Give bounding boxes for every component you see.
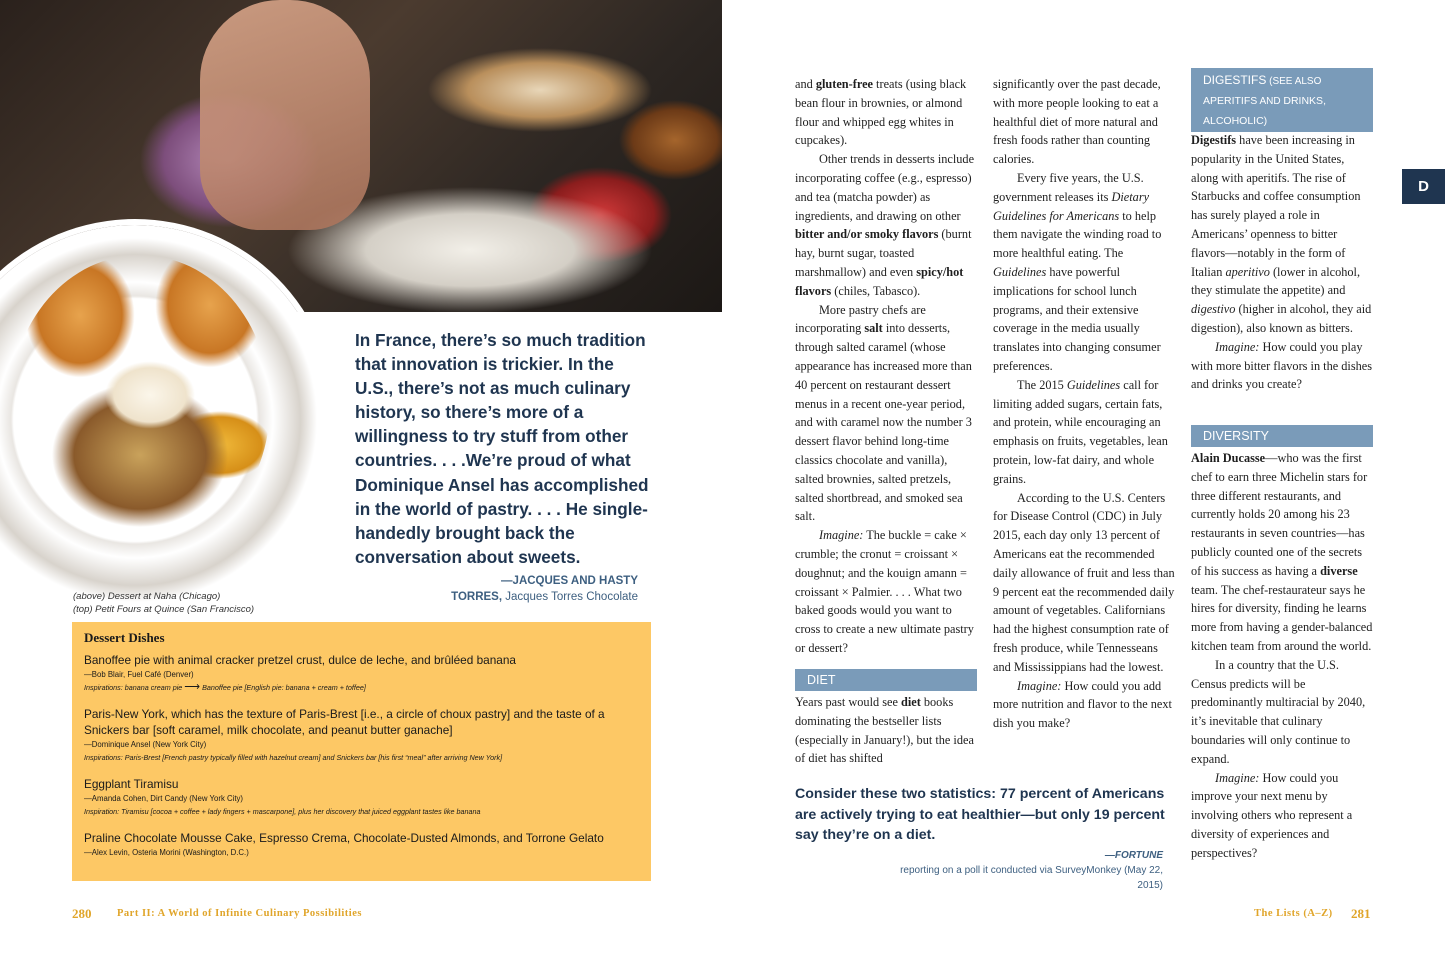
list-item: Paris-New York, which has the texture of Paris-Brest [i.e., a circle of choux pastry] and the taste of a Snickers bar [soft caramel, milk chocolate, and peanut butter ganache] —Dominique Ansel (New York City) Inspirations: Paris-Brest [French pastry typically filled with hazelnut cream] and Snickers bar [his first “meal” after arriving New York] (84, 707, 605, 762)
section-heading-digestifs: DIGESTIFS (SEE ALSO APERITIFS AND DRINKS, ALCOHOLIC) (1191, 68, 1373, 132)
chef-quote: In France, there’s so much tradition that innovation is trickier. In the U.S., there’s not as much culinary history, so there’s more of a willingness to try stuff from other countries. . . .We’re proud of what Dominique Ansel has accomplished in the world of pastry. . . . He single-handedly brought back the conversation about sweets. (355, 330, 649, 567)
dessert-dishes-box (72, 622, 651, 881)
section-tab-d: D (1402, 169, 1445, 204)
dessert-image (10, 255, 270, 555)
hand-image (200, 0, 370, 230)
section-heading-diet: DIET (795, 669, 977, 691)
left-page-number: 280 (72, 906, 92, 921)
pull-quote-attribution: —FORTUNE reporting on a poll it conducted via SurveyMonkey (May 22, 2015) (900, 850, 1163, 891)
list-item: Eggplant Tiramisu —Amanda Cohen, Dirt Candy (New York City) Inspiration: Tiramisu [cocoa + coffee + lady fingers + mascarpone], plus her discovery that juiced eggplant tastes like banana (84, 777, 481, 816)
diversity-text: Alain Ducasse—who was the first chef to earn three Michelin stars for three different restaurants, and currently holds 20 among his 23 restaurants in seven countries—has publicly counted one of the secrets of his success as having a diverse team. The chef-restaurateur says he hires for diversity, finding he learns more from having a gender-balanced kitchen team from around the world. In a country that the U.S. Census predicts will be predominantly multiracial by 2040, it’s inevitable that culinary boundaries will only continue to expand. Imagine: How could you improve your next menu by involving others who represent a diversity of experiences and perspectives? (1191, 451, 1373, 860)
right-page-number: 281 (1351, 906, 1371, 921)
list-item: Praline Chocolate Mousse Cake, Espresso Crema, Chocolate-Dusted Almonds, and Torrone Gelato —Alex Levin, Osteria Morini (Washington, D.C.) (84, 831, 604, 857)
box-heading: Dessert Dishes (84, 630, 165, 645)
right-running-title: The Lists (A–Z) (1254, 908, 1333, 919)
quote-attribution: —JACQUES AND HASTY TORRES, Jacques Torres Chocolate (451, 575, 638, 603)
arrow-right-icon: ⟶ (184, 681, 201, 693)
diet-text: Years past would see diet books dominating the bestseller lists (especially in January!), but the idea of diet has shifted (795, 695, 974, 766)
section-heading-diversity: DIVERSITY (1191, 425, 1373, 447)
text-column-2: significantly over the past decade, with more people looking to eat a healthful diet of more natural and fresh foods rather than counting calories. Every five years, the U.S. government releases its Dietary Guidelines for Americans to help them navigate the winding road to more healthful eating. The Guidelines have powerful implications for school lunch programs, and their extensive coverage in the media usually translates into changing consumer preferences. The 2015 Guidelines call for limiting added sugars, certain fats, and protein, while encouraging an emphasis on fruits, vegetables, lean protein, low-fat dairy, and whole grains. According to the U.S. Centers for Disease Control (CDC) in July 2015, each day only 13 percent of Americans eat the recommended daily allowance of fruit and less than 9 percent eat the recommended daily amount of vegetables. Californians had the highest consumption rate of fresh produce, while Tennesseans and Mississippians had the lowest. Imagine: How could you add more nutrition and flavor to the next dish you make? (993, 77, 1175, 731)
pull-quote: Consider these two statistics: 77 percent of Americans are actively trying to eat healthier—but only 19 percent say they’re on a diet. (795, 786, 1165, 843)
list-item: Banoffee pie with animal cracker pretzel crust, dulce de leche, and brûléed banana —Bob Blair, Fuel Café (Denver) Inspirations: banana cream pie ⟶ Banoffee pie [English pie: banana + cream + toffee] (84, 653, 516, 693)
digestifs-text: Digestifs have been increasing in popularity in the United States, along with aperitifs. The rise of Starbucks and coffee consumption has surely played a role in Americans’ openness to bitter flavors—notably in the form of Italian aperitivo (lower in alcohol, they stimulate the appetite) and digestivo (higher in alcohol, they aid digestion), also known as bitters. Imagine: How could you play with more bitter flavors in the dishes and drinks you create? (1191, 133, 1373, 392)
text-column-1: and gluten-free treats (using black bean flour in brownies, or almond flour and whipped egg whites in cupcakes). Other trends in desserts include incorporating coffee (e.g., espresso) and tea (matcha powder) as ingredients, and drawing on other bitter and/or smoky flavors (burnt hay, burnt sugar, toasted marshmallow) and even spicy/hot flavors (chiles, Tabasco). More pastry chefs are incorporating salt into desserts, through salted caramel (whose appearance has increased more than 40 percent on restaurant dessert menus in a recent one-year period, and with caramel now the number 3 dessert flavor behind long-time classics chocolate and vanilla), salted brownies, salted pretzels, salted shortbread, and smoked sea salt. Imagine: The buckle = cake × crumble; the cronut = croissant × doughnut; and the kouign amann = croissant × Palmier. . . . What two baked goods would you want to cross to create a new ultimate pastry or dessert? (795, 77, 975, 655)
left-running-title: Part II: A World of Infinite Culinary Possibilities (117, 908, 362, 919)
photo-captions: (above) Dessert at Naha (Chicago) (top) Petit Fours at Quince (San Francisco) (73, 591, 255, 615)
